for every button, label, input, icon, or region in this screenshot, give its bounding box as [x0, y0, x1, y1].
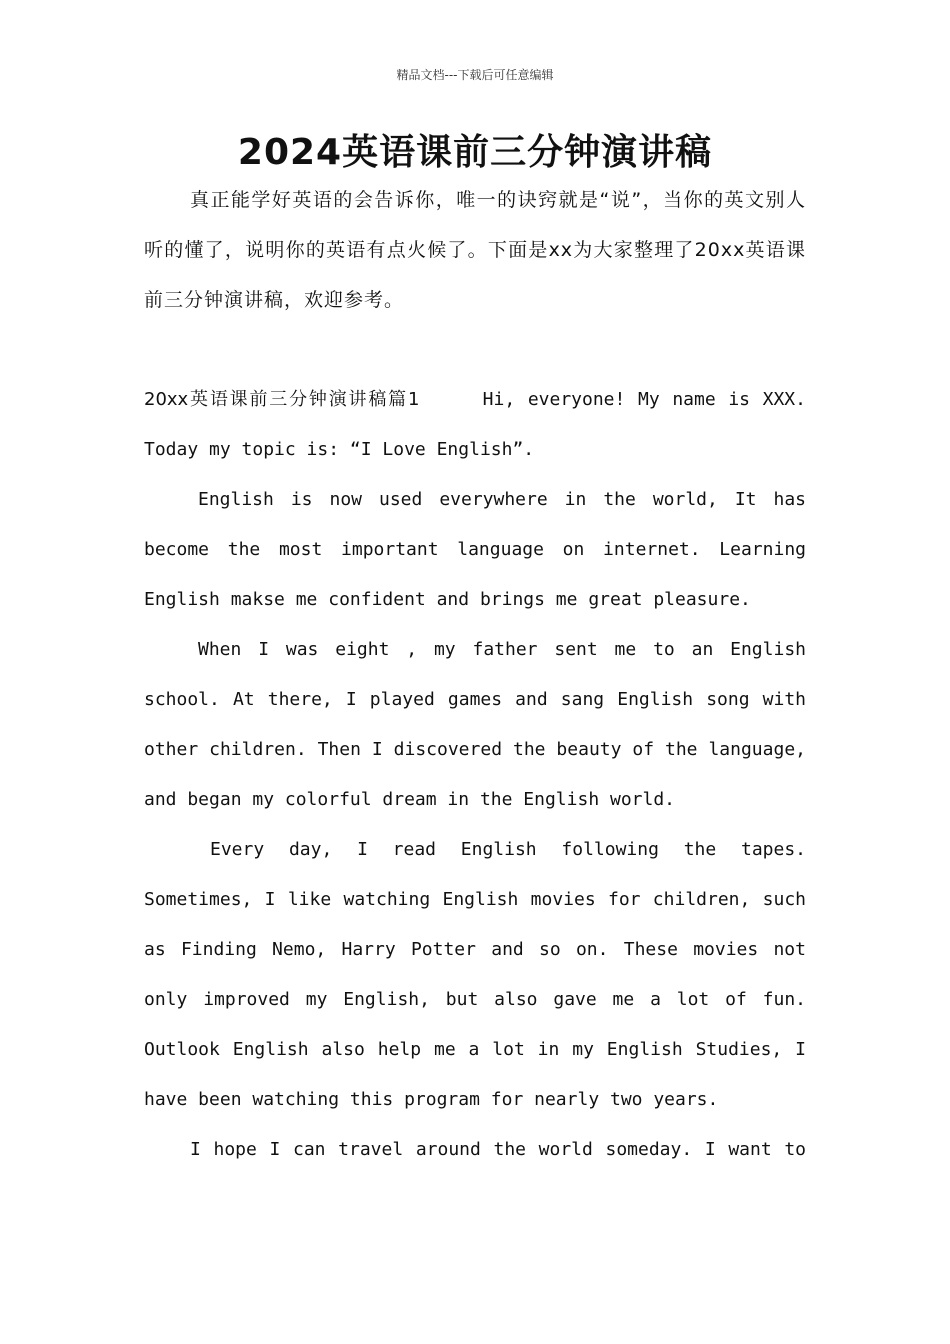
paragraph-gap	[144, 325, 806, 375]
page-header: 精品文档---下载后可任意编辑	[396, 68, 554, 82]
intro-paragraph: 真正能学好英语的会告诉你，唯一的诀窍就是“说”，当你的英文别人听的懂了，说明你的英语有点火候了。下面是xx为大家整理了20xx英语课前三分钟演讲稿，欢迎参考。	[144, 189, 806, 311]
document-body	[144, 175, 806, 1175]
section-heading: 20xx英语课前三分钟演讲稿篇1	[144, 389, 420, 410]
body-paragraph: I hope I can travel around the world someday. I want to	[190, 1139, 806, 1160]
body-paragraph: When I was eight , my father sent me to an English school. At there, I played games and sang English song with other children. Then I discovered the beauty of the language, and began my colorful dream in the English world.	[144, 639, 806, 810]
heading-spacer	[419, 389, 482, 410]
document-title: 2024英语课前三分钟演讲稿	[237, 132, 713, 173]
section-first-paragraph	[144, 375, 806, 475]
greeting-text: Hi, everyone! My name is XXX. Today my topic is: “I Love English”.	[144, 389, 806, 460]
body-paragraph: English is now used everywhere in the world, It has become the most important language on internet. Learning English makse me confident and brings me great pleasure.	[144, 489, 806, 610]
body-paragraph: Every day, I read English following the tapes. Sometimes, I like watching English movies for children, such as Finding Nemo, Harry Potter and so on. These movies not only improved my English, but also gave me a lot of fun. Outlook English also help me a lot in my English Studies, I have been watching this program for nearly two years.	[144, 839, 806, 1110]
